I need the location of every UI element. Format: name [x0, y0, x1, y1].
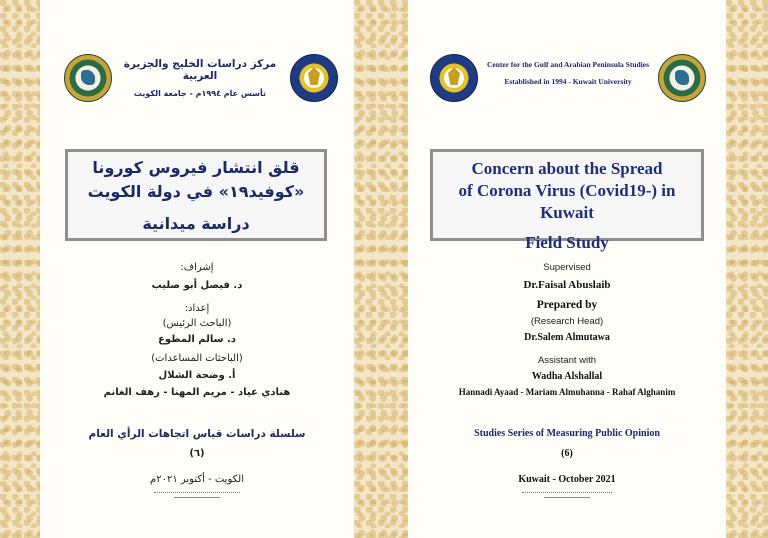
english-assistant-main: Wadha Alshallal — [531, 371, 603, 382]
arabic-title-line2: «كوفيد١٩» في دولة الكويت — [87, 182, 305, 201]
arabic-head-name: د. سالم المطوع — [158, 334, 236, 345]
arabic-header — [40, 52, 354, 102]
english-center-title: Center for the Gulf and Arabian Peninsula Studies — [486, 60, 650, 69]
english-title-line2: of Corona Virus (Covid19-) in Kuwait — [458, 181, 676, 222]
arabic-center-name — [120, 58, 280, 98]
english-assistant-label: Assistant with — [537, 355, 597, 366]
gcc-emblem-icon — [64, 54, 112, 102]
arabic-supervisor: د. فيصل أبو صليب — [151, 280, 243, 291]
arabic-divider-bottom — [174, 497, 220, 498]
english-supervisor: Dr.Faisal Abuslaib — [523, 279, 611, 291]
center-spine-strip — [354, 0, 408, 538]
english-cover-page — [408, 0, 726, 538]
english-title-line1: Concern about the Spread — [471, 159, 663, 178]
arabic-prepared-label: إعداد: — [184, 303, 210, 314]
english-supervised-label: Supervised — [543, 262, 591, 273]
english-center-established: Established in 1994 - Kuwait University — [504, 77, 632, 86]
english-place-date: Kuwait - October 2021 — [518, 474, 616, 485]
right-border-strip — [726, 0, 768, 538]
kuwait-university-emblem-icon — [430, 54, 478, 102]
arabic-series-title: سلسلة دراسات قياس اتجاهات الرأي العام — [88, 428, 306, 440]
arabic-supervision-label: إشراف: — [180, 262, 214, 273]
english-prepared-label: Prepared by — [536, 299, 598, 311]
english-head-role: (Research Head) — [530, 316, 604, 327]
english-series-title: Studies Series of Measuring Public Opinion — [474, 428, 660, 439]
english-series-number: (6) — [561, 448, 573, 459]
arabic-series-number: (٦) — [189, 448, 205, 459]
left-border-strip — [0, 0, 40, 538]
english-center-name — [480, 60, 656, 86]
arabic-head-role: (الباحث الرئيس) — [162, 318, 232, 329]
english-title-box — [430, 149, 704, 252]
arabic-cover-page — [40, 0, 354, 538]
arabic-assistants-label: (الباحثات المساعدات) — [151, 353, 243, 364]
arabic-center-title: مركز دراسات الخليج والجزيرة العربية — [123, 58, 277, 82]
english-header — [408, 52, 726, 102]
english-divider-top — [522, 492, 612, 493]
english-head-name: Dr.Salem Almutawa — [524, 332, 610, 343]
arabic-assistant-main: أ. وضحة الشلال — [158, 370, 236, 381]
english-subtitle: Field Study — [525, 233, 609, 252]
arabic-title-line1: قلق انتشار فيروس كورونا — [92, 158, 300, 177]
arabic-title-box — [65, 149, 327, 241]
arabic-center-established: تأسس عام ١٩٩٤م - جامعة الكويت — [133, 89, 267, 98]
arabic-subtitle: دراسة ميدانية — [142, 214, 250, 233]
english-divider-bottom — [544, 497, 590, 498]
arabic-divider-top — [154, 492, 240, 493]
english-assistants-others: Hannadi Ayaad - Mariam Almuhanna - Rahaf Alghanim — [458, 387, 676, 397]
arabic-place-date: الكويت - أكتوبر ٢٠٢١م — [150, 474, 244, 485]
kuwait-university-emblem-icon — [290, 54, 338, 102]
gcc-emblem-icon — [658, 54, 706, 102]
arabic-assistants-others: هنادي عياد - مريم المهنا - رهف الغانم — [103, 387, 291, 398]
